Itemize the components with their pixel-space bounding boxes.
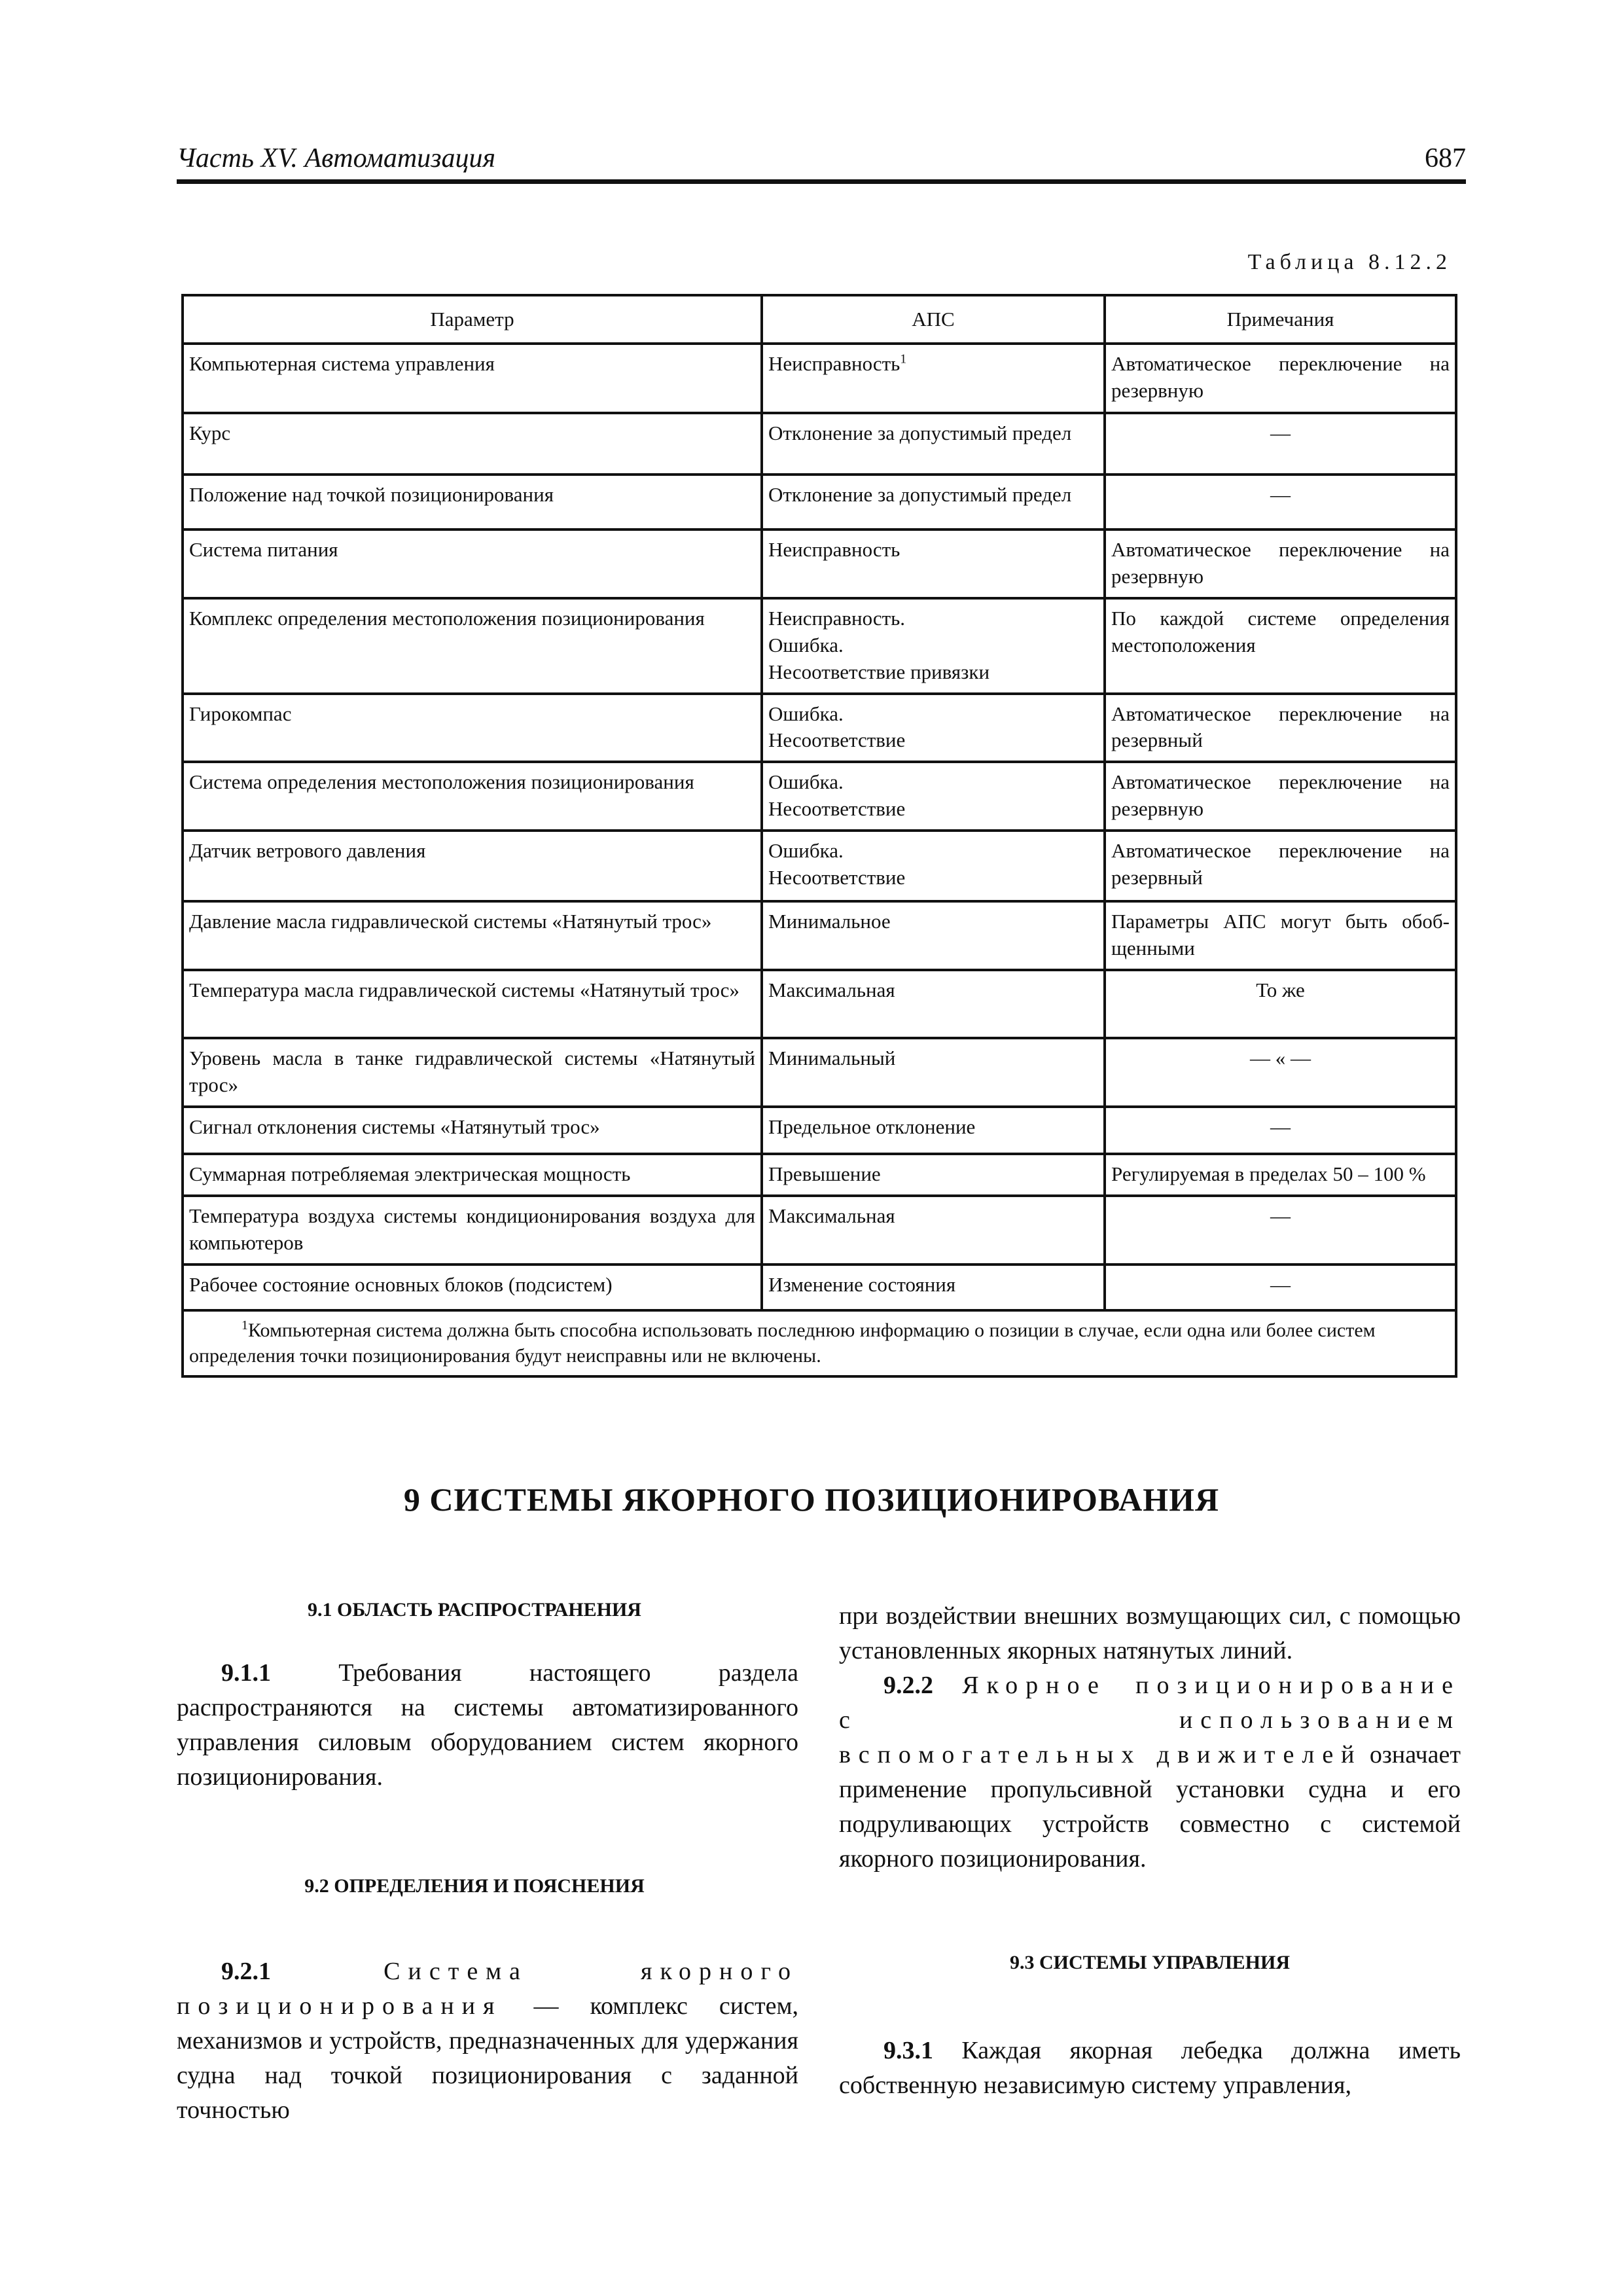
paragraph-9-2-2	[839, 1668, 1461, 1876]
cell-notes: —	[1105, 1196, 1456, 1265]
subsection-9-2-heading: 9.2 ОПРЕДЕЛЕНИЯ И ПОЯСНЕНИЯ	[304, 1875, 645, 1897]
table-footnote-row	[183, 1310, 1456, 1376]
cell-parameter: Курс	[183, 413, 762, 475]
column-header-parameter: Параметр	[183, 295, 762, 344]
cell-notes: —	[1105, 475, 1456, 529]
cell-aps: Минимальное	[762, 901, 1105, 970]
cell-parameter: Суммарная потребляемая электрическая мощность	[183, 1154, 762, 1196]
cell-parameter: Рабочее состояние основных блоков (подсистем)	[183, 1265, 762, 1310]
table-row	[183, 598, 1456, 694]
cell-notes: По каждой системе определения местоположения	[1105, 598, 1456, 694]
cell-notes: Автоматическое переключение на резервную	[1105, 529, 1456, 598]
cell-aps: Ошибка. Несоответствие	[762, 694, 1105, 762]
cell-parameter: Гирокомпас	[183, 694, 762, 762]
cell-aps	[762, 344, 1105, 413]
table-caption: Таблица 8.12.2	[1247, 250, 1452, 274]
cell-notes: Автоматическое переключение на резервный	[1105, 694, 1456, 762]
table-row	[183, 901, 1456, 970]
table-header-row	[183, 295, 1456, 344]
table-footnote	[183, 1310, 1456, 1376]
cell-aps: Максимальная	[762, 970, 1105, 1038]
cell-parameter: Система определения местоположения позиционирования	[183, 762, 762, 831]
cell-notes: То же	[1105, 970, 1456, 1038]
term-text: Система якорного позиционирования	[177, 1958, 798, 2020]
cell-aps-text: Неисправность	[768, 352, 901, 375]
paragraph-number: 9.3.1	[883, 2037, 933, 2064]
column-header-notes: Примечания	[1105, 295, 1456, 344]
subsection-9-1-heading: 9.1 ОБЛАСТЬ РАСПРОСТРАНЕНИЯ	[308, 1599, 641, 1621]
term-text: Якорное позиционирование с использованием вспомогательных движителей	[839, 1672, 1461, 1768]
paragraph-9-1-1	[177, 1656, 798, 1795]
cell-parameter: Температура воздуха системы кондиционирования воздуха для компьютеров	[183, 1196, 762, 1265]
cell-notes: —	[1105, 413, 1456, 475]
paragraph-9-2-1	[177, 1954, 798, 2128]
table-row	[183, 344, 1456, 413]
footnote-text: Компьютерная система должна быть способна использовать последнюю информацию о позиции в случае, если одна или более систем определения точки позиционирования будут неисправны или не включены.	[189, 1319, 1376, 1367]
cell-notes: —	[1105, 1107, 1456, 1154]
alarm-table	[181, 294, 1457, 1378]
table-row	[183, 1265, 1456, 1310]
column-header-aps: АПС	[762, 295, 1105, 344]
cell-parameter: Система питания	[183, 529, 762, 598]
paragraph-text: Требования настоящего раздела распространяются на системы автоматизированного управления силовым оборудованием систем якорного позиционирования.	[177, 1659, 798, 1791]
cell-notes: Регулируемая в пределах 50 – 100 %	[1105, 1154, 1456, 1196]
cell-aps: Отклонение за допустимый предел	[762, 475, 1105, 529]
cell-notes: Автоматическое переключение на резервную	[1105, 762, 1456, 831]
paragraph-9-2-1-continued: при воздействии внешних возмущающих сил, с помощью установленных якорных натянутых линий.	[839, 1602, 1461, 1664]
table-row	[183, 413, 1456, 475]
page-number: 687	[1425, 143, 1466, 173]
cell-parameter: Комплекс определения местоположения позиционирования	[183, 598, 762, 694]
paragraph-text: — комплекс систем, механизмов и устройств, предназначенных для удержания судна над точкой позиционирования с заданной точностью	[177, 1992, 798, 2124]
table-row	[183, 970, 1456, 1038]
cell-aps: Максимальная	[762, 1196, 1105, 1265]
cell-parameter: Датчик ветрового давления	[183, 831, 762, 901]
subsection-9-3-heading: 9.3 СИСТЕМЫ УПРАВЛЕНИЯ	[1009, 1952, 1291, 1973]
left-column	[177, 1597, 798, 2128]
cell-notes: Автоматическое переключение на резервную	[1105, 344, 1456, 413]
paragraph-number: 9.1.1	[221, 1659, 271, 1687]
footnote-marker: 1	[900, 351, 907, 367]
paragraph-text: означает применение пропульсивной установки судна и его подруливающих устройств совместно с системой якорного позиционирования.	[839, 1741, 1461, 1873]
table-row	[183, 1107, 1456, 1154]
cell-parameter: Давление масла гидравлической системы «Натянутый трос»	[183, 901, 762, 970]
cell-notes: — « —	[1105, 1038, 1456, 1107]
table-row	[183, 529, 1456, 598]
section-title: 9 СИСТЕМЫ ЯКОРНОГО ПОЗИЦИОНИРОВАНИЯ	[403, 1481, 1220, 1518]
cell-parameter: Положение над точкой позиционирования	[183, 475, 762, 529]
table-row	[183, 475, 1456, 529]
footnote-marker: 1	[241, 1318, 248, 1333]
table-row	[183, 694, 1456, 762]
cell-aps: Ошибка. Несоответствие	[762, 762, 1105, 831]
table-row	[183, 1196, 1456, 1265]
paragraph-9-3-1	[839, 2034, 1461, 2103]
cell-aps: Изменение состояния	[762, 1265, 1105, 1310]
cell-parameter: Уровень масла в танке гидравлической системы «Натянутый трос»	[183, 1038, 762, 1107]
cell-notes: —	[1105, 1265, 1456, 1310]
table-row	[183, 762, 1456, 831]
part-title: Часть XV. Автоматизация	[177, 143, 496, 173]
paragraph-number: 9.2.2	[883, 1672, 933, 1699]
paragraph-number: 9.2.1	[221, 1958, 271, 1985]
cell-aps: Превышение	[762, 1154, 1105, 1196]
cell-notes: Автоматическое переключение на резервный	[1105, 831, 1456, 901]
cell-parameter: Температура масла гидравлической системы «Натянутый трос»	[183, 970, 762, 1038]
cell-notes: Параметры АПС могут быть обоб-щенными	[1105, 901, 1456, 970]
right-column	[839, 1599, 1461, 2103]
cell-aps: Предельное отклонение	[762, 1107, 1105, 1154]
cell-aps: Ошибка. Несоответствие	[762, 831, 1105, 901]
cell-parameter: Компьютерная система управления	[183, 344, 762, 413]
cell-aps: Неисправность	[762, 529, 1105, 598]
cell-parameter: Сигнал отклонения системы «Натянутый трос»	[183, 1107, 762, 1154]
table-row	[183, 1154, 1456, 1196]
cell-aps: Неисправность. Ошибка. Несоответствие привязки	[762, 598, 1105, 694]
table-row	[183, 1038, 1456, 1107]
page-header	[177, 137, 1466, 184]
cell-aps: Минимальный	[762, 1038, 1105, 1107]
table-row	[183, 831, 1456, 901]
cell-aps: Отклонение за допустимый предел	[762, 413, 1105, 475]
paragraph-text: Каждая якорная лебедка должна иметь собственную независимую систему управления,	[839, 2037, 1461, 2099]
